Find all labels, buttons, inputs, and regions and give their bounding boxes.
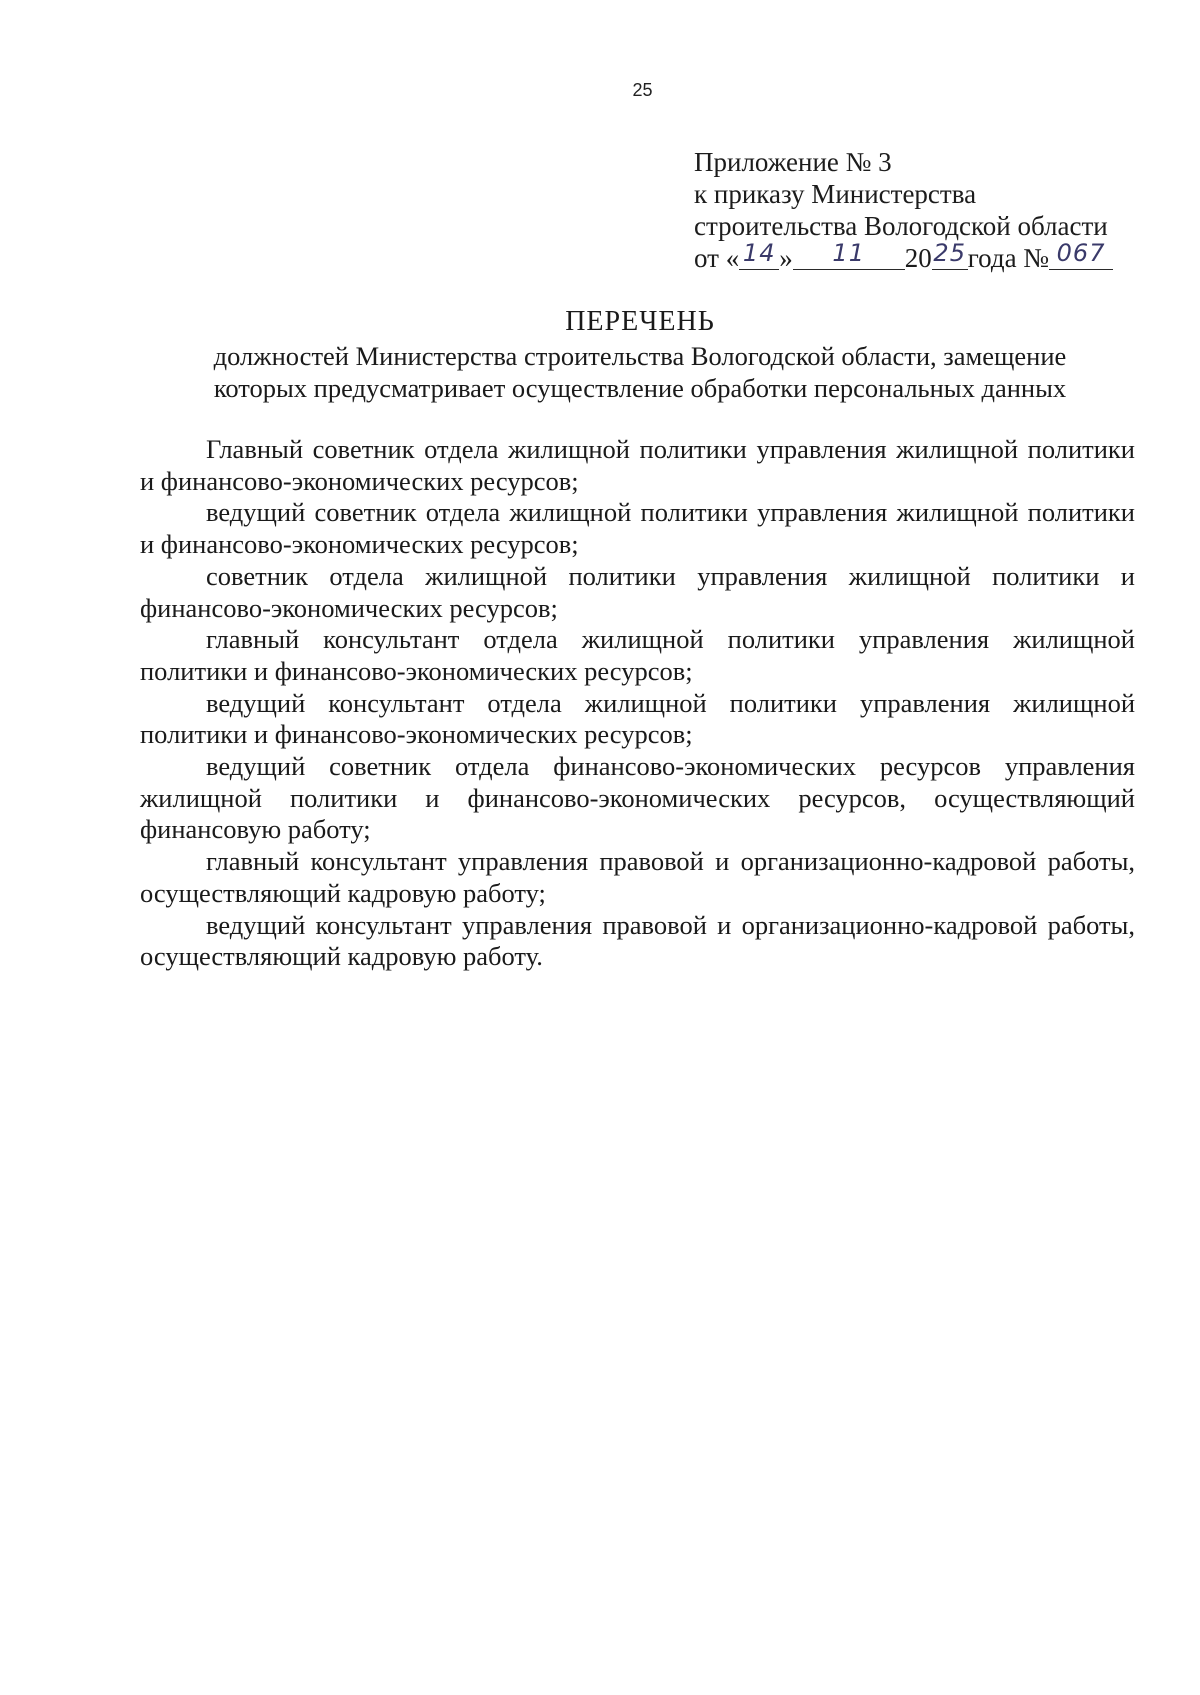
page-number: 25 <box>632 80 653 100</box>
appendix-header <box>694 146 1174 274</box>
handwritten-year: 25 <box>933 239 966 267</box>
position-item: Главный советник отдела жилищной политики управления жилищной политики и финансово-экономических ресурсов; <box>140 434 1135 496</box>
year-prefix: 20 <box>904 243 932 273</box>
appendix-date-line <box>694 239 1174 274</box>
handwritten-month: 11 <box>832 239 865 267</box>
position-item: главный консультант управления правовой и организационно-кадровой работы, осуществляющий кадровую работу; <box>140 846 1135 908</box>
appendix-line-3: строительства Вологодской области <box>694 211 1108 241</box>
subtitle-line-1: должностей Министерства строительства Вологодской области, замещение <box>213 341 1067 371</box>
appendix-line-2: к приказу Министерства <box>694 179 977 209</box>
document-title: ПЕРЕЧЕНЬ <box>565 306 715 337</box>
handwritten-number: 067 <box>1056 239 1106 267</box>
appendix-line-1: Приложение № 3 <box>694 147 892 177</box>
subtitle-line-2: которых предусматривает осуществление обработки персональных данных <box>213 373 1067 403</box>
position-item: главный консультант отдела жилищной политики управления жилищной политики и финансово-экономических ресурсов; <box>140 624 1135 686</box>
position-item: ведущий советник отдела жилищной политики управления жилищной политики и финансово-экономических ресурсов; <box>140 497 1135 560</box>
date-year-field <box>932 239 968 270</box>
order-number-field <box>1049 239 1113 270</box>
handwritten-day: 14 <box>742 239 776 267</box>
date-month-field <box>793 239 905 270</box>
number-prefix: года № <box>967 243 1050 273</box>
date-prefix: от « <box>694 243 740 273</box>
position-item: ведущий советник отдела финансово-экономических ресурсов управления жилищной политики и финансово-экономических ресурсов, осуществляющий финансовую работу; <box>140 751 1135 845</box>
date-day-field <box>739 239 779 270</box>
positions-list <box>140 434 1135 973</box>
position-item: ведущий консультант управления правовой и организационно-кадровой работы, осуществляющий кадровую работу. <box>140 909 1135 972</box>
position-item: советник отдела жилищной политики управления жилищной политики и финансово-экономических ресурсов; <box>140 560 1135 623</box>
date-close-quote: » <box>779 243 793 273</box>
document-subtitle <box>150 340 1130 404</box>
position-item: ведущий консультант отдела жилищной политики управления жилищной политики и финансово-экономических ресурсов; <box>140 687 1135 750</box>
